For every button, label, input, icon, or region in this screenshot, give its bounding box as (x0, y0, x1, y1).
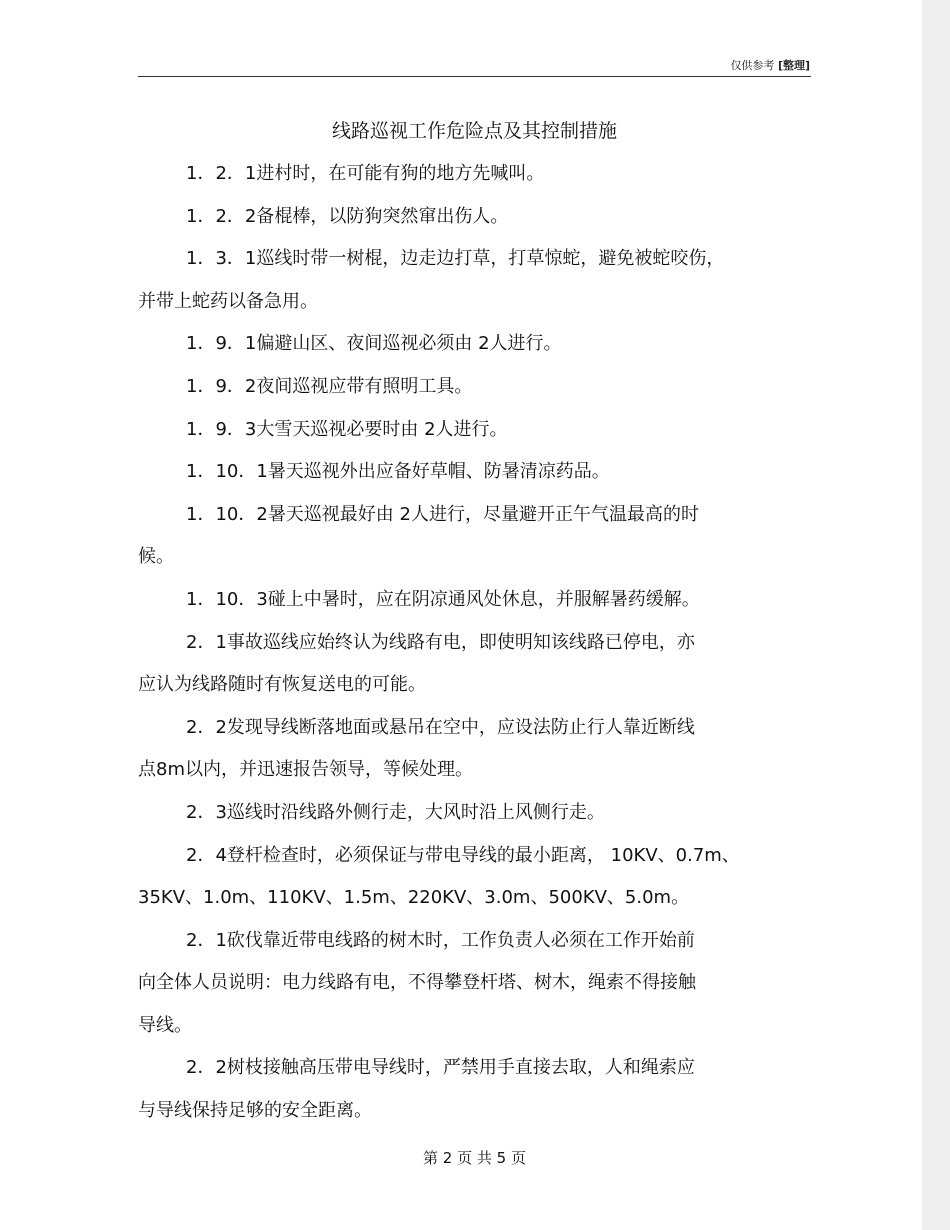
paragraph (138, 157, 818, 200)
paragraph-line: 向全体人员说明：电力线路有电，不得攀登杆塔、树木，绳索不得接触 (138, 972, 696, 994)
viewer-margin (922, 0, 950, 1230)
paragraph-line: 1．9．1偏避山区、夜间巡视必须由 2人进行。 (186, 333, 562, 355)
document-title: 线路巡视工作危险点及其控制措施 (331, 120, 617, 142)
paragraph-line: 2．3巡线时沿线路外侧行走，大风时沿上风侧行走。 (186, 801, 605, 823)
paragraph-line: 2．2树枝接触高压带电导线时，严禁用手直接去取，人和绳索应 (186, 1057, 695, 1079)
paragraph (138, 413, 818, 456)
header-note (600, 57, 810, 73)
paragraph-line: 1．2．2备棍棒，以防狗突然窜出伤人。 (186, 205, 509, 227)
paragraph-line: 1．2．1进村时，在可能有狗的地方先喊叫。 (186, 163, 545, 184)
paragraph-line: 1．9．2夜间巡视应带有照明工具。 (186, 375, 473, 397)
paragraph (138, 711, 818, 796)
paragraph-line: 应认为线路随时有恢复送电的可能。 (138, 674, 426, 696)
paragraph (138, 796, 818, 839)
paragraph-line: 2．1砍伐靠近带电线路的树木时，工作负责人必须在工作开始前 (186, 929, 695, 951)
paragraph-line: 2．2发现导线断落地面或悬吊在空中，应设法防止行人靠近断线 (186, 716, 695, 738)
paragraph-line: 1．10．2暑天巡视最好由 2人进行，尽量避开正午气温最高的时 (186, 503, 699, 525)
header-tag: [整理] (777, 59, 810, 72)
paragraph-line: 1．3．1巡线时带一树棍，边走边打草，打草惊蛇，避免被蛇咬伤， (186, 248, 725, 270)
paragraph-line: 1．10．1暑天巡视外出应备好草帽、防暑清凉药品。 (186, 461, 610, 483)
paragraph-line: 35KV、1.0m、110KV、1.5m、220KV、3.0m、500KV、5.0m。 (138, 887, 690, 909)
paragraph (138, 498, 818, 583)
page-footer: 第 2 页 共 5 页 (423, 1149, 526, 1167)
paragraph-line: 点8m以内，并迅速报告领导，等候处理。 (138, 759, 473, 781)
paragraph-line: 并带上蛇药以备急用。 (138, 290, 318, 312)
paragraph (138, 370, 818, 413)
header-rule (138, 76, 811, 77)
paragraph-line: 1．10．3碰上中暑时，应在阴凉通风处休息，并服解暑药缓解。 (186, 588, 700, 610)
paragraph (138, 455, 818, 498)
paragraph (138, 924, 818, 1052)
paragraph (138, 583, 818, 626)
paragraph (138, 200, 818, 243)
paragraph (138, 327, 818, 370)
paragraph (138, 1051, 818, 1136)
paragraph-line: 导线。 (138, 1014, 192, 1036)
paragraph (138, 242, 818, 327)
paragraph-line: 候。 (138, 546, 174, 568)
paragraph (138, 626, 818, 711)
paragraph-line: 与导线保持足够的安全距离。 (138, 1100, 372, 1122)
paragraph-line: 2．1事故巡线应始终认为线路有电，即使明知该线路已停电，亦 (186, 631, 695, 653)
document-body (138, 157, 818, 1137)
paragraph-line: 1．9．3大雪天巡视必要时由 2人进行。 (186, 418, 508, 440)
paragraph-line: 2．4登杆检查时，必须保证与带电导线的最小距离， 10KV、0.7m、 (186, 844, 740, 866)
header-note-text: 仅供参考 (730, 59, 775, 72)
paragraph (138, 839, 818, 924)
